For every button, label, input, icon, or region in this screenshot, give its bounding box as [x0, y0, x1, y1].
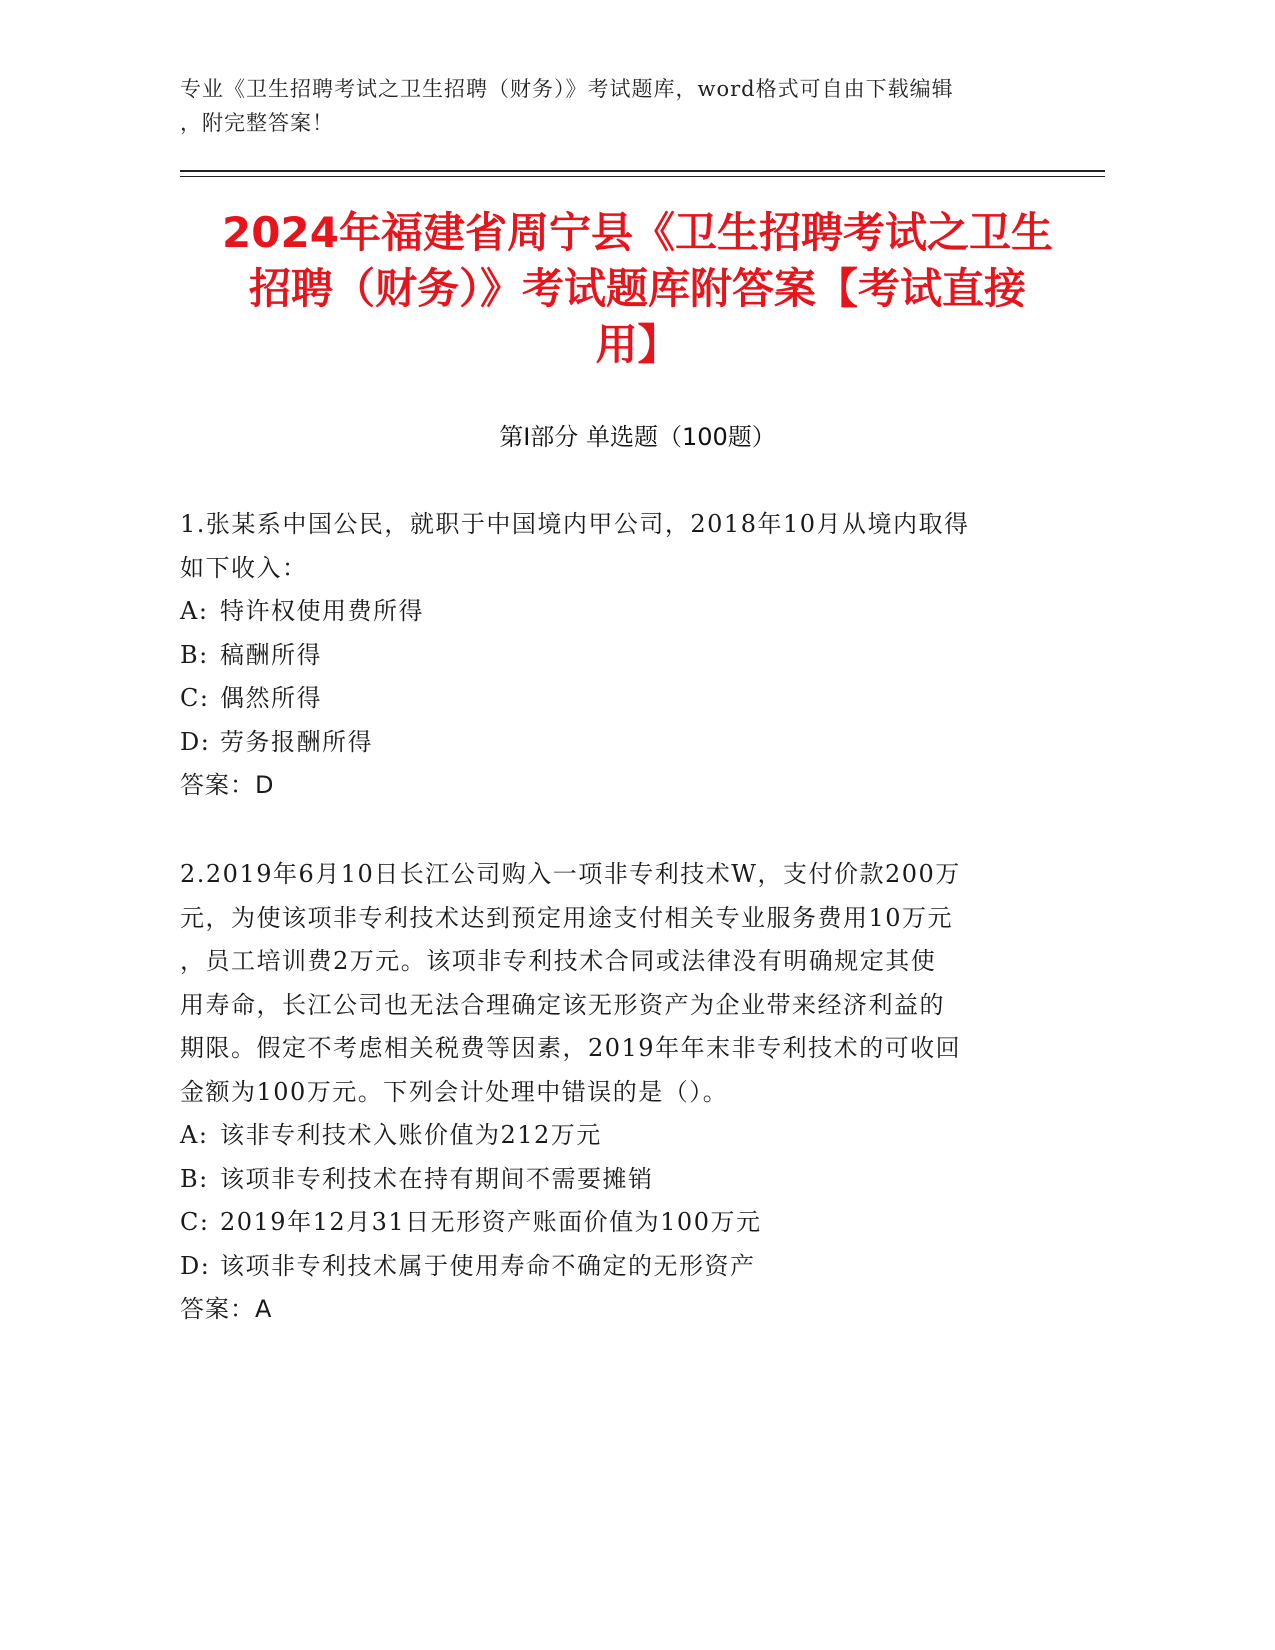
option-text: 特许权使用费所得	[220, 597, 424, 625]
question-stem-line: 如下收入：	[180, 553, 308, 582]
option-key: B:	[180, 1164, 209, 1193]
option-key: D:	[180, 727, 211, 756]
question-stem-line: 金额为100万元。下列会计处理中错误的是（）。	[180, 1077, 729, 1106]
option-key: C:	[180, 1208, 210, 1236]
option-d	[180, 721, 1040, 765]
header-divider	[180, 170, 1105, 172]
title-line: 招聘（财务）》考试题库附答案【考试直接	[248, 264, 1026, 313]
document-title	[175, 205, 1100, 373]
option-text: 稿酬所得	[220, 640, 322, 669]
answer-line: 答案：A	[180, 1295, 273, 1323]
header-note	[180, 72, 1040, 140]
header-note-line: 专业《卫生招聘考试之卫生招聘（财务）》考试题库，word格式可自由下载编辑	[180, 77, 954, 101]
option-b	[180, 634, 1040, 678]
question-stem-line: 用寿命，长江公司也无法合理确定该无形资产为企业带来经济利益的	[180, 990, 945, 1019]
option-c	[180, 1201, 1040, 1245]
question-stem-line: 2.2019年6月10日长江公司购入一项非专利技术W，支付价款200万	[180, 860, 961, 888]
option-text: 该非专利技术入账价值为212万元	[220, 1121, 602, 1149]
answer-line: 答案：D	[180, 771, 275, 799]
option-key: C:	[180, 684, 210, 712]
question-1	[180, 503, 1040, 808]
option-text: 偶然所得	[220, 684, 322, 712]
option-key: A:	[180, 1121, 209, 1149]
title-line: 2024年福建省周宁县《卫生招聘考试之卫生	[222, 208, 1053, 257]
option-d	[180, 1245, 1040, 1289]
question-stem-line: ，员工培训费2万元。该项非专利技术合同或法律没有明确规定其使	[180, 947, 937, 975]
option-key: D:	[180, 1251, 211, 1280]
option-c	[180, 677, 1040, 721]
option-text: 劳务报酬所得	[220, 727, 373, 756]
question-2	[180, 853, 1040, 1332]
option-key: B:	[180, 640, 209, 669]
option-text: 2019年12月31日无形资产账面价值为100万元	[220, 1208, 762, 1236]
option-key: A:	[180, 597, 209, 625]
section-heading: 第I部分 单选题（100题）	[499, 423, 776, 451]
title-line: 用】	[595, 320, 680, 369]
header-note-line: ，附完整答案！	[180, 111, 334, 135]
question-stem-line: 元，为使该项非专利技术达到预定用途支付相关专业服务费用10万元	[180, 903, 954, 932]
option-a	[180, 1114, 1040, 1158]
option-text: 该项非专利技术在持有期间不需要摊销	[220, 1164, 654, 1193]
option-text: 该项非专利技术属于使用寿命不确定的无形资产	[220, 1251, 756, 1280]
question-stem-line: 期限。假定不考虑相关税费等因素，2019年年末非专利技术的可收回	[180, 1034, 962, 1062]
header-divider-thin	[180, 176, 1105, 177]
option-a	[180, 590, 1040, 634]
question-stem-line: 1.张某系中国公民，就职于中国境内甲公司，2018年10月从境内取得	[180, 510, 970, 538]
option-b	[180, 1158, 1040, 1202]
